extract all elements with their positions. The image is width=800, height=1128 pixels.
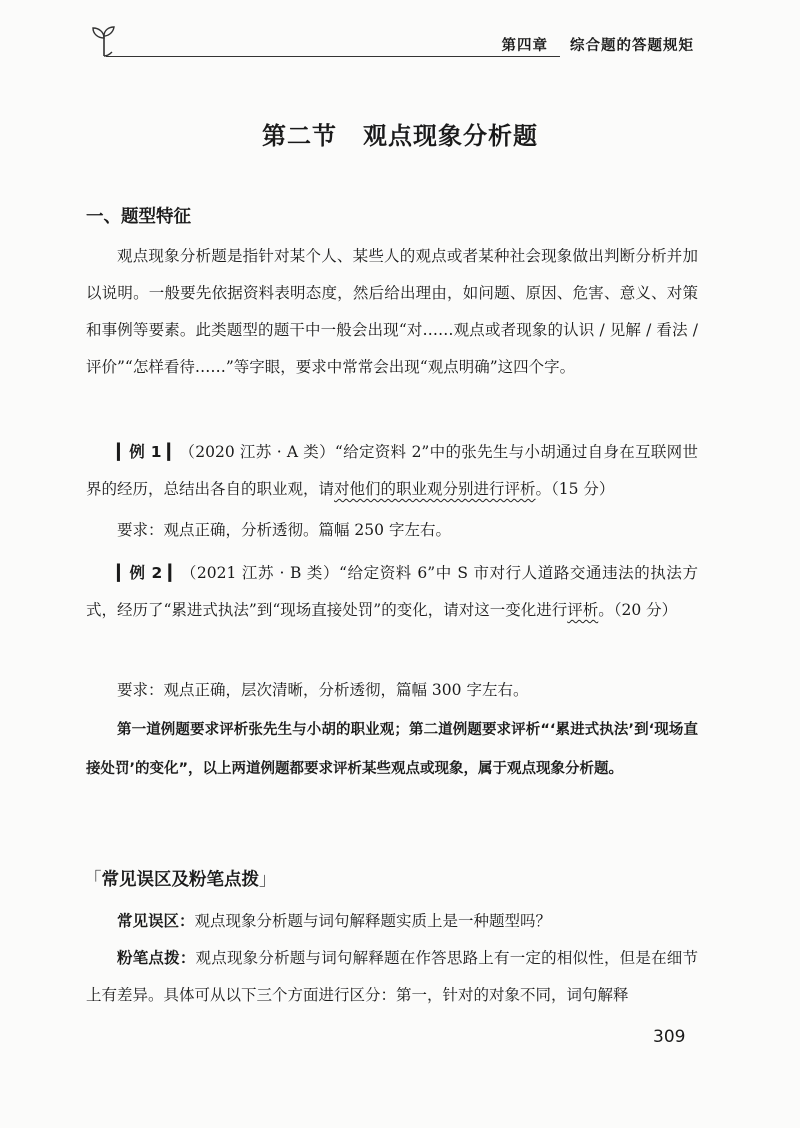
callout-heading — [84, 866, 277, 891]
section-number: 第二节 — [262, 122, 337, 150]
paragraph-definition: 观点现象分析题是指针对某个人、某些人的观点或者某种社会现象做出判断分析并加以说明。一般要先依据资料表明态度，然后给出理由，如问题、原因、危害、意义、对策和事例等要素。此类题型的题干中一般会出现“对……观点或者现象的认识 / 见解 / 看法 / 评价”“怎样看待……”等字眼，要求中常常会出现“观点明确”这四个字。 — [86, 247, 698, 376]
summary-paragraph: 第一道例题要求评析张先生与小胡的职业观；第二道例题要求评析“‘累进式执法’到‘现场直接处罚’的变化”，以上两道例题都要求评析某些观点或现象，属于观点现象分析题。 — [86, 722, 698, 777]
running-header — [84, 22, 694, 62]
tip-text: 观点现象分析题与词句解释题在作答思路上有一定的相似性，但是在细节上有差异。具体可从以下三个方面进行区分：第一，针对的对象不同，词句解释 — [86, 949, 698, 1004]
example-2-lead: （2021 江苏 · B 类）“给定资料 6”中 S 市对行人道路交通违法的执法方式，经历了“累进式执法”到“现场直接处罚”的变化，请对这一变化进行 — [86, 564, 698, 619]
chapter-title: 综合题的答题规矩 — [570, 38, 694, 54]
chapter-header — [502, 34, 695, 55]
tip-paragraph — [86, 940, 698, 1014]
misconception-label: 常见误区： — [117, 912, 195, 930]
misconception-paragraph — [86, 903, 698, 940]
page-number: 309 — [653, 1027, 686, 1047]
example-1-tail: 。（15 分） — [535, 480, 615, 498]
example-2-requirement: 要求：观点正确，层次清晰，分析透彻，篇幅 300 字左右。 — [117, 681, 529, 699]
section-name: 观点现象分析题 — [363, 122, 538, 150]
example-2-tag: ▎例 2 ▎ — [117, 564, 181, 582]
example-1 — [86, 434, 698, 508]
callout-open-bracket: 「 — [84, 870, 102, 890]
example-2-tail: 。（20 分） — [598, 601, 678, 619]
misconception-text: 观点现象分析题与词句解释题实质上是一种题型吗？ — [194, 912, 552, 930]
chapter-number: 第四章 — [501, 38, 548, 54]
example-1-marked: 对他们的职业观分别进行评析 — [334, 480, 536, 498]
callout-title: 常见误区及粉笔点拨 — [101, 870, 259, 890]
section-title — [0, 116, 800, 151]
example-2-marked: 评析 — [567, 601, 599, 619]
heading-question-type-features: 一、题型特征 — [86, 207, 191, 227]
example-1-lead: （2020 江苏 · A 类）“给定资料 2”中的张先生与小胡通过自身在互联网世界的经历，总结出各自的职业观，请 — [86, 443, 698, 498]
callout-close-bracket: 」 — [259, 870, 277, 890]
sprout-icon — [90, 24, 118, 58]
example-1-requirement: 要求：观点正确，分析透彻。篇幅 250 字左右。 — [117, 521, 451, 539]
example-1-tag: ▎例 1 ▎ — [117, 443, 180, 461]
header-rule — [106, 56, 560, 57]
tip-label: 粉笔点拨： — [117, 949, 196, 967]
example-2 — [86, 555, 698, 629]
